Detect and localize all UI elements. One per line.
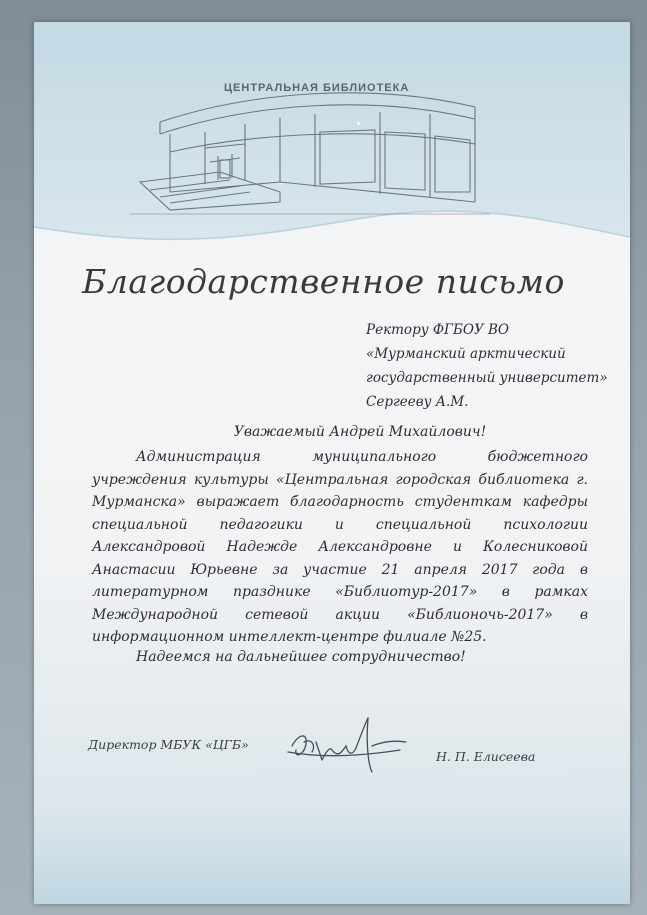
signatory-role: Директор МБУК «ЦГБ»	[88, 737, 249, 752]
body-paragraph: Администрация муниципального бюджетного учреждения культуры «Центральная городская библиотека г. Мурманска» выражает благодарность студенткам кафедры специальной педагогики и специальной психологии Александровой Надежде Александровне и Колесниковой Анастасии Юрьевне за участие 21 апреля 2017 года в литературном празднике «Библиотур-2017» в рамках Международной сетевой акции «Библионочь-2017» в информационном интеллект-центре филиале №25.	[92, 449, 588, 645]
addressee-line: «Мурманский арктический	[366, 346, 566, 362]
logo-label: ЦЕНТРАЛЬНАЯ БИБЛИОТЕКА	[224, 82, 410, 94]
addressee-block	[366, 318, 616, 414]
addressee-line: Сергееву А.М.	[366, 394, 469, 410]
letter-body	[92, 446, 588, 649]
reflection-dot	[357, 122, 360, 125]
greeting: Уважаемый Андрей Михайлович!	[233, 424, 487, 440]
closing-line: Надеемся на дальнейшее сотрудничество!	[136, 649, 466, 665]
addressee-line: Ректору ФГБОУ ВО	[366, 322, 509, 338]
library-building-logo	[130, 52, 490, 222]
letter-title: Благодарственное письмо	[82, 262, 565, 301]
addressee-line: государственный университет»	[366, 370, 608, 386]
handwritten-signature	[282, 712, 417, 782]
signatory-name: Н. П. Елисеева	[436, 749, 536, 764]
